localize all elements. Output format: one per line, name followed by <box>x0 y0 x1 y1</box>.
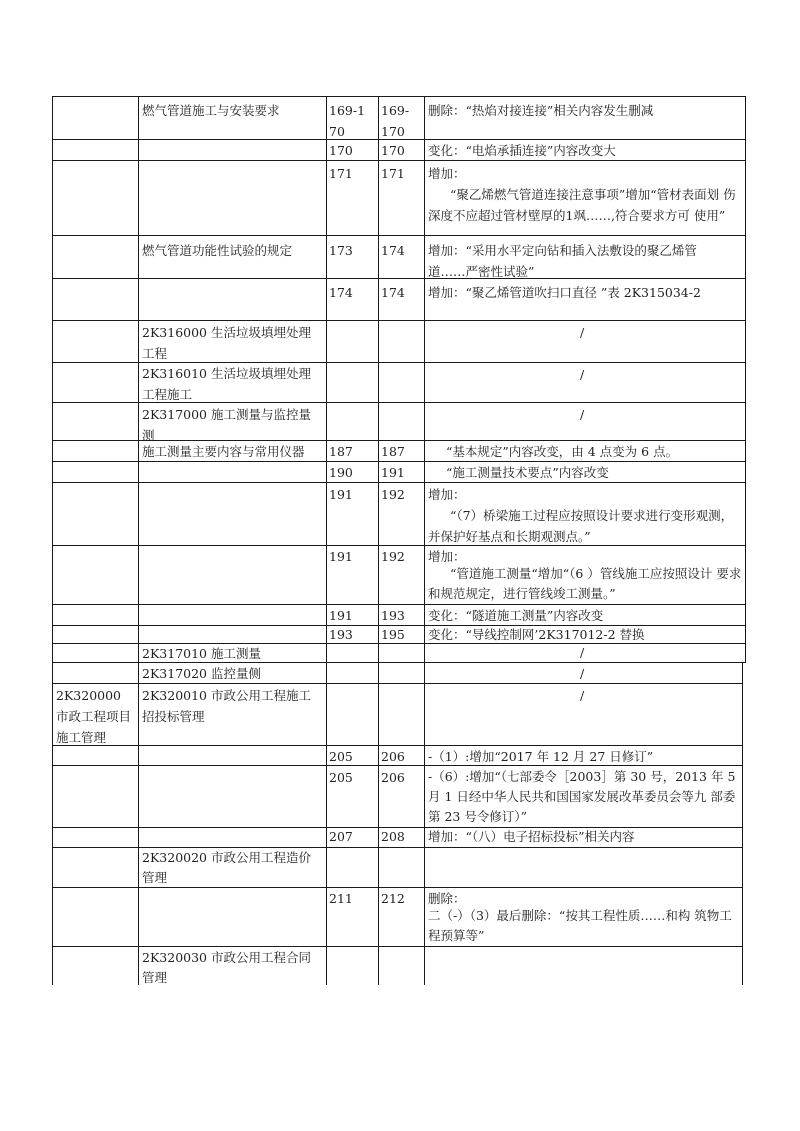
old-page: 174 <box>329 285 353 300</box>
old-page: 205 <box>329 770 353 785</box>
change-label: 增加： <box>428 829 466 844</box>
change-text: / <box>580 367 585 382</box>
item-title: 2K317020 监控量侧 <box>142 666 261 681</box>
change-text: / <box>580 688 585 703</box>
item-title: 燃气管道施工与安装要求 <box>142 103 280 118</box>
change-text: / <box>580 645 585 660</box>
grid-line <box>138 96 139 985</box>
change-text: “隧道施工测量”内容改变 <box>465 608 604 623</box>
change-text: / <box>580 325 585 340</box>
grid-line <box>52 96 746 97</box>
item-title: 2K317000 施工测量与监控量 测 <box>142 407 311 443</box>
change-label: 增加： <box>428 243 466 258</box>
change-text: “热焰对接连接”相关内容发生删减 <box>465 103 654 118</box>
change-text: / <box>580 407 585 422</box>
grid-line <box>742 662 743 985</box>
change-label: 增加： <box>428 487 466 502</box>
change-text: -（6）:增加“（七部委令［2003］第 30 号，2013 年 5 月 1 日经中华人民共和国国家发展改革委员会等九 部委第 23 号令修订）” <box>428 769 736 824</box>
old-page: 205 <box>329 749 353 764</box>
grid-line <box>378 96 379 985</box>
new-page: 212 <box>381 891 405 906</box>
new-page: 193 <box>381 608 405 623</box>
change-text: “基本规定”内容改变，由 4 点变为 6 点。 <box>446 444 679 459</box>
section-title: 2K320000 市政工程项目施工管理 <box>56 688 132 745</box>
change-text: “电焰承插连接”内容改变大 <box>465 143 616 158</box>
grid-line <box>326 96 327 985</box>
item-title: 2K320030 市政公用工程合同 管理 <box>142 950 311 985</box>
new-page: 169- 170 <box>381 103 410 139</box>
item-title: 燃气管道功能性试验的规定 <box>142 243 293 258</box>
item-title: 2K320020 市政公用工程造价 管理 <box>142 850 311 885</box>
new-page: 174 <box>381 243 405 258</box>
change-label: 变化： <box>428 608 466 623</box>
change-label: 删除： <box>428 891 466 906</box>
change-text: “（八）电子招标投标”相关内容 <box>465 829 635 844</box>
change-label: 增加： <box>428 549 466 564</box>
item-title: 2K317010 施工测量 <box>142 646 261 661</box>
new-page: 191 <box>381 465 405 480</box>
old-page: 169-1 70 <box>329 103 366 139</box>
old-page: 170 <box>329 143 353 158</box>
change-text: “管道施工测量“增加“（6 ）管线施工应按照设计 要求和规范规定，进行管线竣工测量。” <box>428 566 742 601</box>
grid-line <box>745 96 746 662</box>
change-text: “聚乙烯管道吹扫口直径 ”表 2K315034-2 <box>465 285 701 300</box>
change-label: 变化： <box>428 143 466 158</box>
old-page: 211 <box>329 891 353 906</box>
change-text: “聚乙烯燃气管道连接注意事项”增加“管材表面划 伤深度不应超过管材壁厚的1飒……,符合要求方可 使用” <box>428 187 736 223</box>
old-page: 207 <box>329 829 353 844</box>
new-page: 192 <box>381 549 405 564</box>
new-page: 195 <box>381 627 405 642</box>
change-label: 增加： <box>428 285 466 300</box>
new-page: 192 <box>381 487 405 502</box>
change-text: “（7）桥梁施工过程应按照设计要求进行变形观测， 并保护好基点和长期观测点。” <box>428 508 734 544</box>
change-label: 变化： <box>428 627 466 642</box>
grid-line <box>52 235 746 236</box>
change-text: / <box>580 666 585 681</box>
grid-line <box>52 320 746 321</box>
old-page: 173 <box>329 243 353 258</box>
new-page: 170 <box>381 143 405 158</box>
new-page: 171 <box>381 166 405 181</box>
old-page: 171 <box>329 166 353 181</box>
item-title: 2K316010 生活垃圾填埋处理 工程施工 <box>142 366 311 402</box>
change-label: 删除： <box>428 103 466 118</box>
change-label: 增加： <box>428 166 466 181</box>
grid-line <box>52 96 53 985</box>
change-text: 二（-）（3）最后删除：“按其工程性质……和构 筑物工程预算等” <box>428 908 732 943</box>
old-page: 191 <box>329 608 353 623</box>
change-text: “施工测量技术要点”内容改变 <box>446 465 609 480</box>
new-page: 187 <box>381 444 405 459</box>
new-page: 174 <box>381 285 405 300</box>
old-page: 187 <box>329 444 353 459</box>
change-text: “导线控制网’2K317012-2 替换 <box>465 627 645 642</box>
old-page: 190 <box>329 465 353 480</box>
new-page: 208 <box>381 829 405 844</box>
new-page: 206 <box>381 749 405 764</box>
grid-line <box>424 96 425 985</box>
change-text: -（1）:增加“2017 年 12 月 27 日修订” <box>428 749 654 764</box>
old-page: 191 <box>329 487 353 502</box>
old-page: 191 <box>329 549 353 564</box>
grid-line <box>52 946 743 947</box>
item-title: 2K316000 生活垃圾填埋处理 工程 <box>142 325 311 361</box>
item-title: 施工测量主要内容与常用仪器 <box>142 444 305 459</box>
change-text: “采用水平定向钻和插入法敷设的聚乙烯管道……严密性试验” <box>428 243 697 279</box>
new-page: 206 <box>381 770 405 785</box>
old-page: 193 <box>329 627 353 642</box>
item-title: 2K320010 市政公用工程施工 招投标管理 <box>142 688 311 724</box>
